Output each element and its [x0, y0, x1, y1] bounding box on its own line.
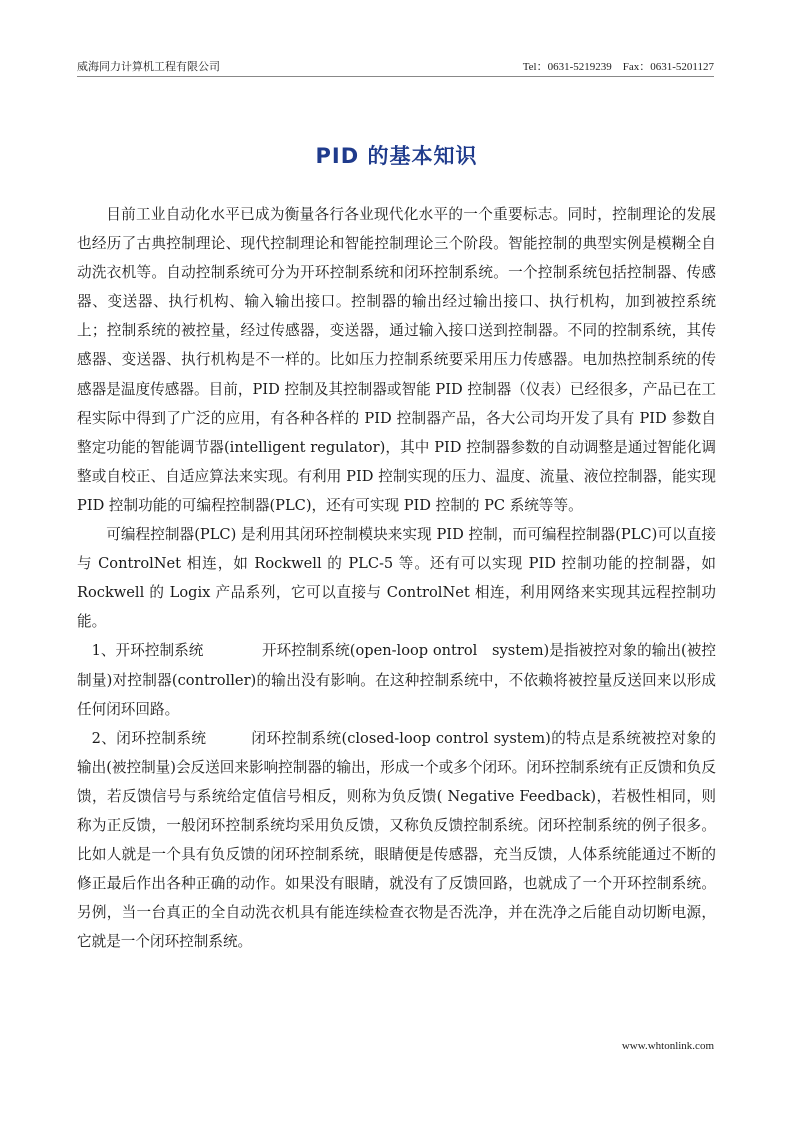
paragraph-open-loop: 1、开环控制系统 开环控制系统(open-loop ontrol system)是指被控对象的输出(被控制量)对控制器(controller)的输出没有影响。在这种控制系统中，不依赖将被控量反送回来以形成任何闭环回路。 [77, 642, 716, 718]
contact-info: Tel：0631-5219239 Fax：0631-5201127 [522, 61, 714, 73]
company-name: 威海同力计算机工程有限公司 [77, 60, 220, 73]
paragraph-plc: 可编程控制器(PLC) 是利用其闭环控制模块来实现 PID 控制，而可编程控制器(PLC)可以直接与 ControlNet 相连，如 Rockwell 的 PLC-5 等。还有可以实现 PID 控制功能的控制器，如 Rockwell 的 Logix 产品系列，它可以直接与 ControlNet 相连，利用网络来实现其远程控制功能。 [77, 526, 716, 631]
paragraph-intro: 目前工业自动化水平已成为衡量各行各业现代化水平的一个重要标志。同时，控制理论的发展也经历了古典控制理论、现代控制理论和智能控制理论三个阶段。智能控制的典型实例是模糊全自动洗衣机等。自动控制系统可分为开环控制系统和闭环控制系统。一个控制系统包括控制器、传感器、变送器、执行机构、输入输出接口。控制器的输出经过输出接口、执行机构，加到被控系统上；控制系统的被控量，经过传感器，变送器，通过输入接口送到控制器。不同的控制系统，其传感器、变送器、执行机构是不一样的。比如压力控制系统要采用压力传感器。电加热控制系统的传感器是温度传感器。目前，PID 控制及其控制器或智能 PID 控制器（仪表）已经很多，产品已在工程实际中得到了广泛的应用，有各种各样的 PID 控制器产品，各大公司均开发了具有 PID 参数自整定功能的智能调节器(intelligent regulator)，其中 PID 控制器参数的自动调整是通过智能化调整或自校正、自适应算法来实现。有利用 PID 控制实现的压力、温度、流量、液位控制器，能实现 PID 控制功能的可编程控制器(PLC)，还有可实现 PID 控制的 PC 系统等等。 [77, 206, 716, 514]
footer-url: www.whtonlink.com [621, 1040, 714, 1052]
header-divider [77, 76, 714, 77]
document-body [77, 200, 716, 956]
paragraph-closed-loop: 2、闭环控制系统 闭环控制系统(closed-loop control system)的特点是系统被控对象的输出(被控制量)会反送回来影响控制器的输出，形成一个或多个闭环。闭环控制系统有正反馈和负反馈，若反馈信号与系统给定值信号相反，则称为负反馈( Negative Feedback)，若极性相同，则称为正反馈，一般闭环控制系统均采用负反馈，又称负反馈控制系统。闭环控制系统的例子很多。比如人就是一个具有负反馈的闭环控制系统，眼睛便是传感器，充当反馈，人体系统能通过不断的修正最后作出各种正确的动作。如果没有眼睛，就没有了反馈回路，也就成了一个开环控制系统。另例，当一台真正的全自动洗衣机具有能连续检查衣物是否洗净，并在洗净之后能自动切断电源，它就是一个闭环控制系统。 [77, 729, 716, 951]
document-title: PID 的基本知识 [315, 144, 478, 168]
